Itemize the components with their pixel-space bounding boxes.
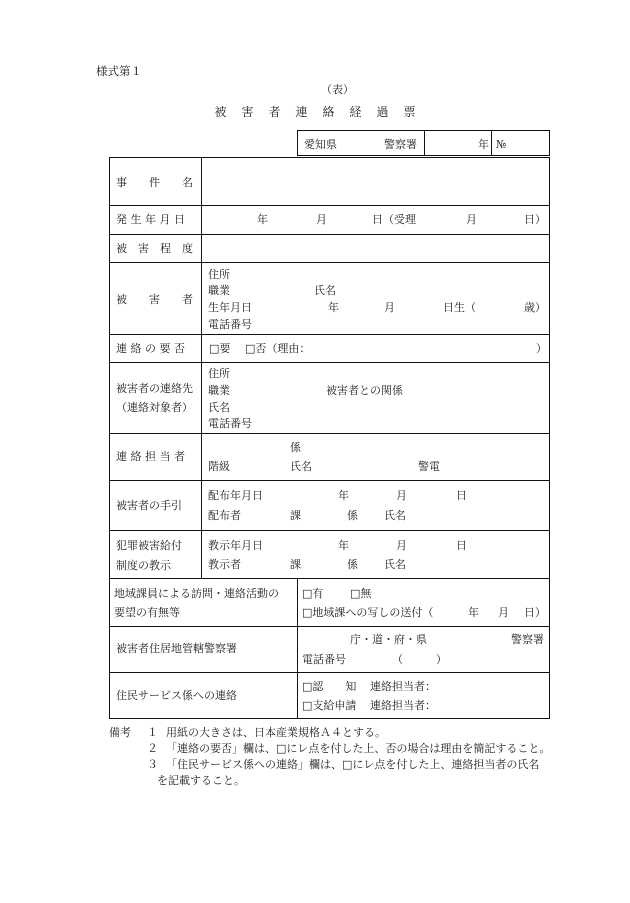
form-title: 被害者連絡経過票	[214, 105, 431, 119]
damage-field[interactable]	[210, 238, 544, 258]
necessity-no-checkbox[interactable]: □否（理由：	[245, 342, 311, 355]
resident-shikyu-checkbox[interactable]: □支給申請	[302, 699, 357, 712]
remark-3-cont: を記載すること。	[157, 774, 245, 787]
label-benefit: 犯罪被害給付	[116, 539, 182, 552]
remark-1: 用紙の大きさは、日本産業規格Ａ４とする。	[166, 726, 386, 739]
label-jurisdiction: 被害者住居地管轄警察署	[116, 642, 237, 655]
header-station: 警察署	[384, 138, 417, 151]
remarks-head: 備考	[109, 726, 131, 739]
necessity-yes-checkbox[interactable]: □要	[209, 342, 231, 355]
label-damage: 被 害 程 度	[116, 242, 193, 255]
visit-yes-checkbox[interactable]: □有	[302, 587, 324, 600]
header-no: №	[496, 138, 507, 151]
label-victim: 被 害 者	[116, 293, 193, 306]
visit-copy-checkbox[interactable]: □地域課への写しの送付（	[302, 606, 434, 619]
label-guide: 被害者の手引	[116, 499, 182, 512]
label-necessity: 連 絡 の 要 否	[116, 342, 185, 355]
label-resident: 住民サービス係への連絡	[116, 689, 237, 702]
remark-2: 「連絡の要否」欄は、□にレ点を付した上、否の場合は理由を簡記すること。	[166, 742, 551, 755]
label-case-name: 事 件 名	[116, 176, 193, 189]
header-year: 年	[478, 138, 489, 151]
label-visit: 地域課員による訪問・連絡活動の	[114, 587, 279, 600]
header-pref: 愛知県	[304, 138, 337, 151]
label-officer: 連 絡 担 当 者	[116, 450, 185, 463]
side-label: （表）	[321, 83, 354, 96]
form-page: 様式第１ （表） 被害者連絡経過票 愛知県 警察署 年 № 事 件 名 発 生 年 月 日 年 月 日（受理 月 日） 被 害 程 度 被 害 者 住所 職業 氏名 生年月日 年 月 日生（ 歳） 電話番号 連 絡 の 要 否 □要 □否（理由： ） 被害者の連絡先 （連絡対象者） 住所 職業 被害者との関係 氏名 電話番号 連 絡 担 当 者 係 階級 氏名 警電 被害者の手引 配布年月日 年 月 日 配布者 課 係 氏名 犯罪被害給付 制度の教示 教示年月日 年 月 日 教示者 課 係 氏名 地域課員による訪問・連絡活動の 要望の有無等 □有 □無 □地域課への写しの送付（ 年 月 日） 被害者住居地管轄警察署 庁・道・府・県 警察署 電話番号 （ ） 住民サービス係への連絡 □認 知 連絡担当者： □支給申請 連絡担当者： 備考 １ 用紙の大きさは、日本産業規格Ａ４とする。 ２ 「連絡の要否」欄は、□にレ点を付した上、否の場合は理由を簡記すること。 ３ 「住民サービス係への連絡」欄は、□にレ点を付した上、連絡担当者の氏名 を記載すること。	[0, 0, 630, 903]
case-name-field[interactable]	[210, 170, 544, 198]
remark-3: 「住民サービス係への連絡」欄は、□にレ点を付した上、連絡担当者の氏名	[166, 758, 540, 771]
label-date: 発 生 年 月 日	[116, 213, 185, 226]
label-contact: 被害者の連絡先	[116, 382, 193, 395]
resident-ninchi-checkbox[interactable]: □認 知	[302, 680, 357, 693]
visit-no-checkbox[interactable]: □無	[350, 587, 372, 600]
form-number: 様式第１	[96, 64, 142, 78]
